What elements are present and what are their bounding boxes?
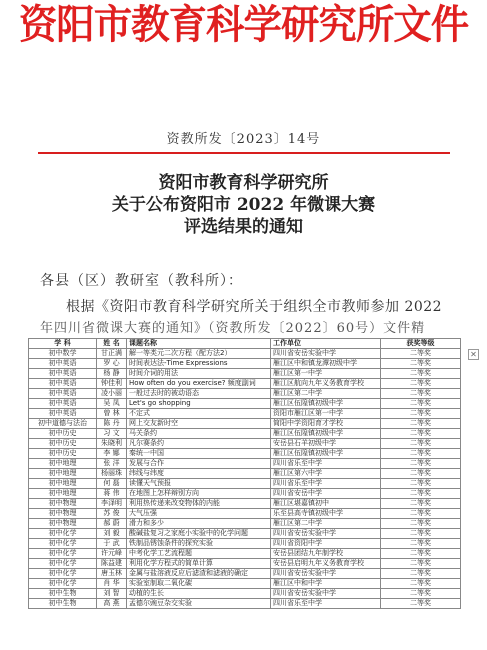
cell-topic: 酸碱盐复习之家庭小实验中的化学问题 [127, 529, 271, 539]
cell-topic: 金属与盐溶液反应后滤渣和滤液的确定 [127, 569, 271, 579]
close-box-icon[interactable]: ✕ [468, 349, 479, 360]
cell-workplace: 雁江区伍隍镇初级中学 [271, 449, 381, 459]
cell-name: 何 磊 [97, 479, 127, 489]
cell-subject: 初中英语 [29, 389, 97, 399]
cell-award: 二等奖 [381, 359, 461, 369]
cell-workplace: 四川省安岳实验中学 [271, 569, 381, 579]
cell-award: 二等奖 [381, 569, 461, 579]
cell-name: 钟佳利 [97, 379, 127, 389]
notice-title [0, 172, 487, 238]
cell-topic: 秦统一中国 [127, 449, 271, 459]
cell-topic: 孟德尔豌豆杂交实验 [127, 599, 271, 609]
cell-topic: 实验室制取二氧化碳 [127, 579, 271, 589]
cell-award: 二等奖 [381, 529, 461, 539]
cell-name: 杨丽珠 [97, 469, 127, 479]
cell-award: 二等奖 [381, 539, 461, 549]
award-table-container [28, 338, 460, 609]
cell-subject: 初中历史 [29, 429, 97, 439]
cell-topic: 马关条约 [127, 429, 271, 439]
cell-subject: 初中化学 [29, 579, 97, 589]
cell-workplace: 安岳县石羊初级中学 [271, 439, 381, 449]
red-divider-line [38, 152, 450, 154]
header-subject: 学 科 [29, 339, 97, 349]
cell-name: 陈益建 [97, 559, 127, 569]
table-row [29, 469, 461, 479]
cell-workplace: 四川省安岳实验中学 [271, 529, 381, 539]
cell-topic: 在地图上怎样辩别方向 [127, 489, 271, 499]
cell-award: 二等奖 [381, 459, 461, 469]
cell-subject: 初中化学 [29, 529, 97, 539]
cell-award: 二等奖 [381, 599, 461, 609]
cell-workplace: 乐至县高寺镇初级中学 [271, 509, 381, 519]
cell-workplace: 雁江区中和中学 [271, 579, 381, 589]
cell-subject: 初中英语 [29, 379, 97, 389]
cell-subject: 初中英语 [29, 409, 97, 419]
cell-workplace: 资阳市雁江区第一中学 [271, 409, 381, 419]
cell-topic: 纬线与纬度 [127, 469, 271, 479]
cell-award: 二等奖 [381, 399, 461, 409]
cell-workplace: 雁江区伍隍镇初级中学 [271, 429, 381, 439]
cell-workplace: 四川省乐至中学 [271, 459, 381, 469]
cell-topic: 读懂天气预报 [127, 479, 271, 489]
table-row [29, 579, 461, 589]
cell-topic: How often do you exercise? 频度副词 [127, 379, 271, 389]
cell-topic: 利用化学方程式的简单计算 [127, 559, 271, 569]
cell-workplace: 四川省乐至中学 [271, 479, 381, 489]
addressee: 各县（区）教研室（教科所）： [40, 273, 243, 289]
table-row [29, 549, 461, 559]
cell-topic: 大气压强 [127, 509, 271, 519]
cell-name: 肖 华 [97, 579, 127, 589]
cell-award: 二等奖 [381, 549, 461, 559]
cell-name: 吴 凤 [97, 399, 127, 409]
cell-workplace: 雁江区第六中学 [271, 469, 381, 479]
cell-topic: 铁制品锈蚀条件的探究实验 [127, 539, 271, 549]
cell-award: 二等奖 [381, 369, 461, 379]
cell-workplace: 四川省安岳实验中学 [271, 589, 381, 599]
cell-topic: 时间表达法-Time Expressions [127, 359, 271, 369]
cell-subject: 初中英语 [29, 369, 97, 379]
cell-workplace: 简阳中学资阳育才学校 [271, 419, 381, 429]
cell-award: 二等奖 [381, 469, 461, 479]
cell-name: 习 文 [97, 429, 127, 439]
cell-topic: 网上交友新时空 [127, 419, 271, 429]
table-row [29, 349, 461, 359]
cell-name: 陈 丹 [97, 419, 127, 429]
cell-name: 蒋 伟 [97, 489, 127, 499]
table-row [29, 509, 461, 519]
cell-topic: 发展与合作 [127, 459, 271, 469]
cell-topic: 中考化学工艺流程题 [127, 549, 271, 559]
cell-name: 杨 静 [97, 369, 127, 379]
table-row [29, 539, 461, 549]
table-row [29, 589, 461, 599]
cell-award: 二等奖 [381, 379, 461, 389]
award-table [28, 338, 461, 609]
cell-topic: 凡尔赛条约 [127, 439, 271, 449]
table-row [29, 479, 461, 489]
cell-name: 高 燕 [97, 599, 127, 609]
cell-subject: 初中地理 [29, 459, 97, 469]
cell-subject: 初中化学 [29, 539, 97, 549]
notice-title-line-3: 评选结果的通知 [184, 217, 303, 237]
table-row [29, 369, 461, 379]
cell-name: 甘正满 [97, 349, 127, 359]
cell-name: 刘 智 [97, 589, 127, 599]
cell-subject: 初中生物 [29, 589, 97, 599]
cell-subject: 初中英语 [29, 399, 97, 409]
cell-subject: 初中化学 [29, 559, 97, 569]
table-row [29, 359, 461, 369]
table-row [29, 489, 461, 499]
table-row [29, 409, 461, 419]
cell-name: 许元峰 [97, 549, 127, 559]
header-award: 获奖等级 [381, 339, 461, 349]
document-number: 资教所发〔2023〕14号 [166, 132, 321, 147]
cell-name: 郝 蔚 [97, 519, 127, 529]
cell-topic: 滑力和多少 [127, 519, 271, 529]
cell-subject: 初中地理 [29, 489, 97, 499]
cell-workplace: 四川省安岳中学 [271, 489, 381, 499]
cell-workplace: 雁江区航向九年义务教育学校 [271, 379, 381, 389]
table-row [29, 559, 461, 569]
cell-workplace: 雁江区第一中学 [271, 369, 381, 379]
cell-award: 二等奖 [381, 489, 461, 499]
cell-award: 二等奖 [381, 429, 461, 439]
table-row [29, 419, 461, 429]
cell-subject: 初中地理 [29, 479, 97, 489]
table-row [29, 389, 461, 399]
header-name: 姓 名 [97, 339, 127, 349]
cell-subject: 初中历史 [29, 439, 97, 449]
table-row [29, 379, 461, 389]
cell-name: 于 武 [97, 539, 127, 549]
table-row [29, 399, 461, 409]
cell-topic: 不定式 [127, 409, 271, 419]
cell-award: 二等奖 [381, 389, 461, 399]
cell-subject: 初中物理 [29, 519, 97, 529]
notice-title-line-1: 资阳市教育科学研究所 [158, 173, 329, 193]
cell-award: 二等奖 [381, 419, 461, 429]
cell-name: 唐玉林 [97, 569, 127, 579]
cell-award: 二等奖 [381, 439, 461, 449]
cell-award: 二等奖 [381, 509, 461, 519]
cell-award: 二等奖 [381, 559, 461, 569]
cell-award: 二等奖 [381, 479, 461, 489]
cell-workplace: 安岳县团结九年制学校 [271, 549, 381, 559]
cell-award: 二等奖 [381, 579, 461, 589]
cell-subject: 初中物理 [29, 499, 97, 509]
table-header-row [29, 339, 461, 349]
body-paragraph-line-2: 年四川省微课大赛的通知》（资教所发〔2022〕60号）文件精 [40, 321, 426, 336]
cell-topic: 时间介词的用法 [127, 369, 271, 379]
cell-workplace: 雁江区中和镇龙潭初级中学 [271, 359, 381, 369]
cell-workplace: 四川省乐至中学 [271, 599, 381, 609]
cell-name: 李 娜 [97, 449, 127, 459]
cell-name: 张 洋 [97, 459, 127, 469]
cell-award: 二等奖 [381, 349, 461, 359]
header-workplace: 工作单位 [271, 339, 381, 349]
table-row [29, 459, 461, 469]
table-row [29, 449, 461, 459]
cell-award: 二等奖 [381, 589, 461, 599]
cell-award: 二等奖 [381, 449, 461, 459]
cell-subject: 初中物理 [29, 509, 97, 519]
cell-workplace: 四川省资阳中学 [271, 539, 381, 549]
notice-title-line-2: 关于公布资阳市 2022 年微课大赛 [111, 195, 376, 215]
table-row [29, 529, 461, 539]
cell-name: 苏 俊 [97, 509, 127, 519]
cell-subject: 初中地理 [29, 469, 97, 479]
cell-subject: 初中数学 [29, 349, 97, 359]
cell-workplace: 雁江区第二中学 [271, 389, 381, 399]
cell-name: 凌小丽 [97, 389, 127, 399]
cell-topic: 解一等类元二次方程（配方法2） [127, 349, 271, 359]
cell-workplace: 雁江区堪嘉镇初中 [271, 499, 381, 509]
cell-workplace: 四川省安岳实验中学 [271, 349, 381, 359]
cell-award: 二等奖 [381, 499, 461, 509]
table-row [29, 439, 461, 449]
cell-subject: 初中生物 [29, 599, 97, 609]
cell-subject: 初中英语 [29, 359, 97, 369]
cell-subject: 初中化学 [29, 569, 97, 579]
cell-topic: 一般过去时的被动语态 [127, 389, 271, 399]
body-paragraph-line-1: 根据《资阳市教育科学研究所关于组织全市教师参加 2022 [66, 299, 443, 315]
cell-award: 二等奖 [381, 519, 461, 529]
table-row [29, 499, 461, 509]
cell-award: 二等奖 [381, 409, 461, 419]
table-row [29, 429, 461, 439]
cell-subject: 初中历史 [29, 449, 97, 459]
table-row [29, 599, 461, 609]
cell-name: 李泽明 [97, 499, 127, 509]
cell-subject: 初中道德与法治 [29, 419, 97, 429]
cell-workplace: 雁江区第二中学 [271, 519, 381, 529]
table-row [29, 569, 461, 579]
header-topic: 课题名称 [127, 339, 271, 349]
cell-topic: Let's go shopping [127, 399, 271, 409]
cell-workplace: 安岳县启明九年义务教育学校 [271, 559, 381, 569]
cell-subject: 初中化学 [29, 549, 97, 559]
cell-name: 刘 毅 [97, 529, 127, 539]
cell-name: 曾 林 [97, 409, 127, 419]
cell-name: 朱晓利 [97, 439, 127, 449]
table-body [29, 349, 461, 609]
cell-name: 罗 心 [97, 359, 127, 369]
cell-topic: 动植的生长 [127, 589, 271, 599]
cell-workplace: 雁江区伍隍镇初级中学 [271, 399, 381, 409]
cell-topic: 利用热传递来改变物体的内能 [127, 499, 271, 509]
table-row [29, 519, 461, 529]
document-header-title: 资阳市教育科学研究所文件 [18, 2, 469, 48]
